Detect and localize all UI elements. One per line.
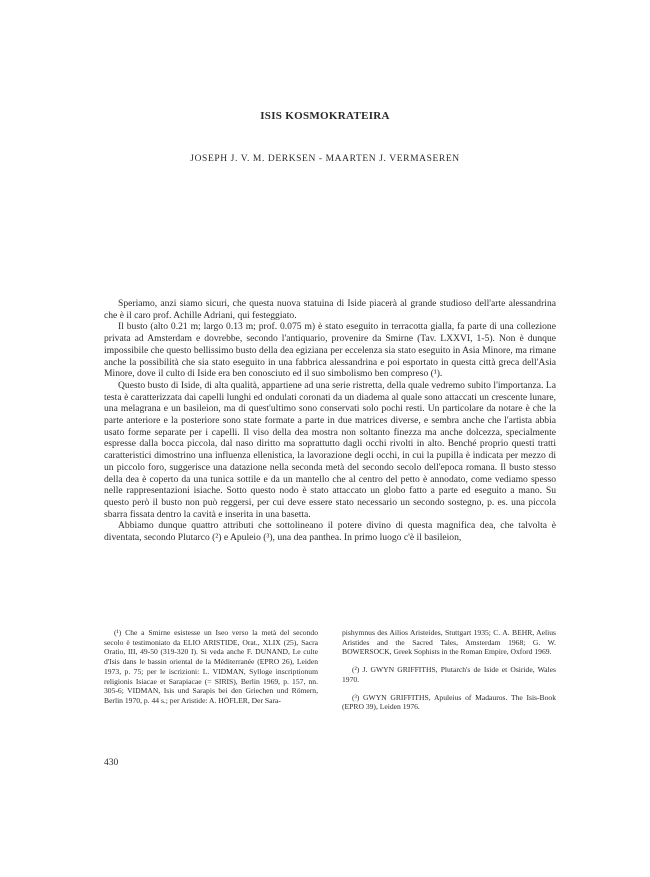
body-paragraph: Il busto (alto 0.21 m; largo 0.13 m; prof. 0.075 m) è stato eseguito in terracotta gialla, fa parte di una collezione privata ad Amsterdam e dovrebbe, secondo l'antiquario, provenire da Smirne (Tav. LXXVI, 1-5). Non è dunque impossibile che questo bellissimo busto della dea egiziana per eccelenza sia stato eseguito in Asia Minore, ma rimane anche la possibilità che sia stato eseguito in una fabbrica alessandrina e poi esportato in questa città greca dell'Asia Minore, dove il culto di Iside era ben conosciuto ed il suo simbolismo ben compreso (¹). (104, 321, 556, 380)
body-paragraph: Speriamo, anzi siamo sicuri, che questa nuova statuina di Iside piacerà al grande studioso dell'arte alessandrina che è il caro prof. Achille Adriani, qui festeggiato. (104, 298, 556, 321)
footnotes (104, 628, 556, 720)
body-paragraph: Abbiamo dunque quattro attributi che sottolineano il potere divino di questa magnifica dea, che talvolta è diventata, secondo Plutarco (²) e Apuleio (³), una dea panthea. In primo luogo c'è il basileion, (104, 520, 556, 544)
footnotes-right-column (342, 628, 556, 720)
footnote-1-continued: pishymnus des Ailios Aristeides, Stuttgart 1935; C. A. BEHR, Aelius Aristides and the Sacred Tales, Amsterdam 1968; G. W. BOWERSOCK, Greek Sophists in the Roman Empire, Oxford 1969. (342, 628, 556, 657)
body-paragraph: Questo busto di Iside, di alta qualità, appartiene ad una serie ristretta, della quale vedremo subito l'importanza. La testa è caratterizzata dai capelli lunghi ed ondulati coronati da un diadema al quale sono attaccati un crescente lunare, una melagrana e un basileion, ma di quest'ultimo sono conservati solo pochi resti. Un particolare da notare è che la parte anteriore e la posteriore sono state formate a parte in due matrices diverse, e sembra anche che l'artista abbia usato forme separate per i capelli. Il viso della dea mostra non soltanto finezza ma anche dolcezza, specialmente espresse dalla bocca piccola, dal naso diritto ma soprattutto dagli occhi rivolti in alto. Benché proprio questi tratti caratteristici dimostrino una influenza ellenistica, la lavorazione degli occhi, in cui la pupilla è indicata per mezzo di un piccolo foro, suggerisce una datazione nella seconda metà del secondo secolo dell'epoca romana. Il busto stesso della dea è coperto da una tunica sottile e da un mantello che al centro del petto è annodato, come vediamo spesso nelle rappresentazioni isiache. Sotto questo nodo è stato attaccato un globo fatto a parte ed eseguito a mano. Su questo però il busto non può reggersi, per cui deve essere stato necessario un secondo sostegno, p. es. una piccola sbarra fissata dentro la cavità e inserita in una basetta. (104, 379, 556, 520)
footnotes-left-column (104, 628, 318, 720)
footnote-3: (³) GWYN GRIFFITHS, Apuleius of Madauros. The Isis-Book (EPRO 39), Leiden 1976. (342, 692, 556, 712)
footnote-2: (²) J. GWYN GRIFFITHS, Plutarch's de Iside et Osiride, Wales 1970. (342, 665, 556, 684)
page-number: 430 (104, 758, 119, 768)
article-title: ISIS KOSMOKRATEIRA (260, 110, 390, 122)
footnote-1: (¹) Che a Smirne esistesse un Iseo verso la metà del secondo secolo è testimoniato da ELIO ARISTIDE, Orat., XLIX (25), Sacra Oratio, III, 49-50 (319-320 I). Si veda anche F. DUNAND, Le culte d'Isis dans le bassin oriental de la Méditerranée (EPRO 26), Leiden 1973, p. 75; per le iscrizioni: L. VIDMAN, Sylloge inscriptionum religionis Isiacae et Sarapiacae (= SIRIS), Berlin 1969, p. 157, nn. 305-6; VIDMAN, Isis und Sarapis bei den Griechen und Römern, Berlin 1970, p. 44 s.; per Aristide: A. HÖFLER, Der Sara- (104, 628, 318, 705)
article-body (104, 298, 556, 544)
article-authors: JOSEPH J. V. M. DERKSEN - MAARTEN J. VERMASEREN (190, 154, 460, 164)
